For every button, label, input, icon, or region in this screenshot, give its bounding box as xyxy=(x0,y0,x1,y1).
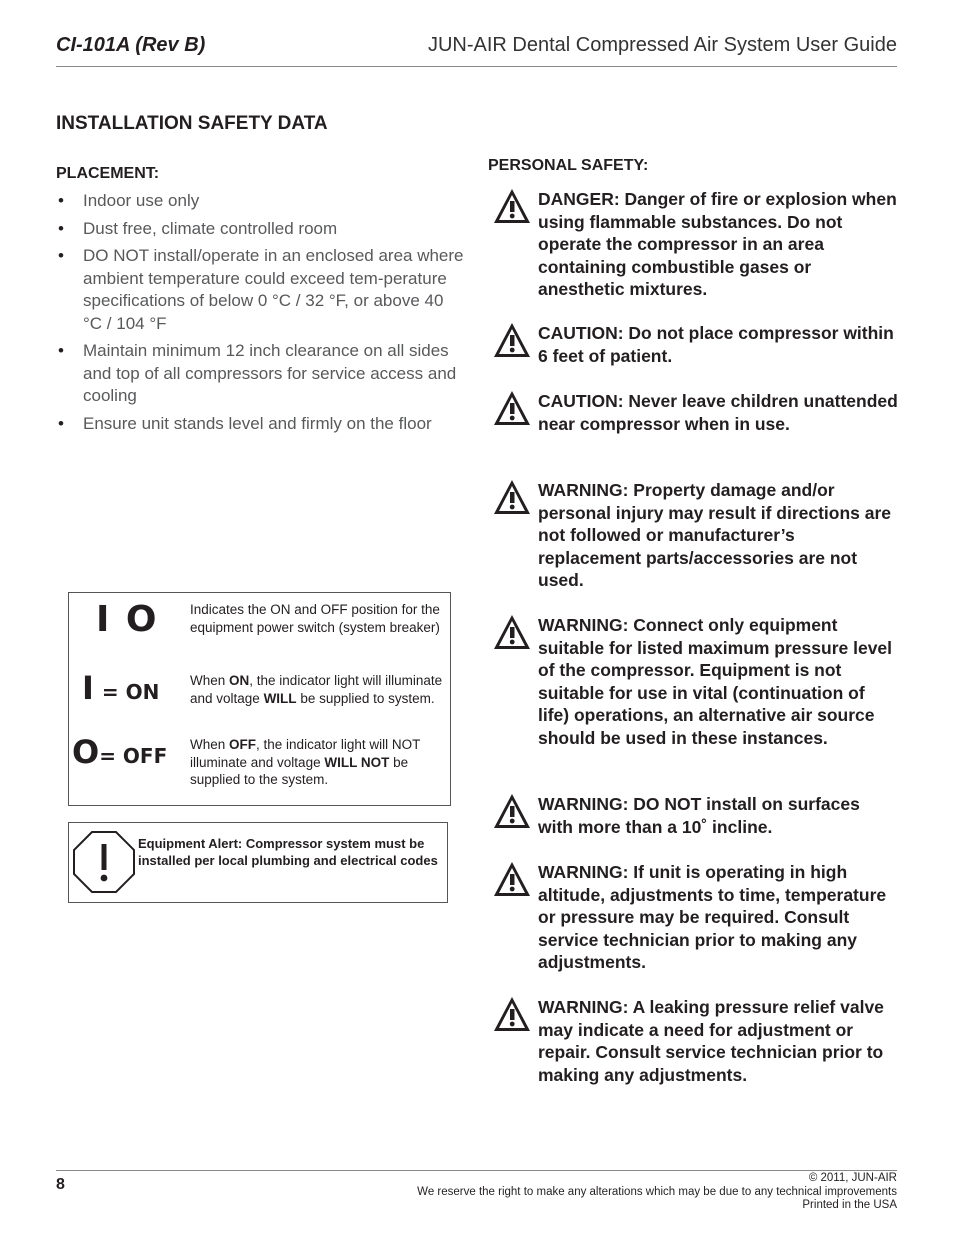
warning-triangle-icon xyxy=(493,996,531,1032)
equipment-alert-box xyxy=(68,822,448,903)
warning-triangle-icon xyxy=(493,861,531,897)
warning-triangle-icon xyxy=(493,188,531,224)
warning-triangle-icon xyxy=(493,614,531,650)
list-item: • Dust free, climate controlled room xyxy=(58,218,338,238)
page-number: 8 xyxy=(56,1176,65,1193)
personal-safety-heading: PERSONAL SAFETY: xyxy=(488,157,649,174)
list-item: • Ensure unit stands level and firmly on the floor xyxy=(58,413,432,433)
section-title: INSTALLATION SAFETY DATA xyxy=(56,113,328,134)
document-id: CI-101A (Rev B) xyxy=(56,34,206,56)
off-description: When OFF, the indicator light will NOT illuminate and voltage WILL NOT be supplied to the system. xyxy=(190,737,421,787)
placement-list xyxy=(56,190,466,440)
on-description: When ON, the indicator light will illuminate and voltage WILL be supplied to system. xyxy=(190,673,443,706)
list-item: • DO NOT install/operate in an enclosed area where ambient temperature could exceed tem-perature specifications of below 0 °C / 32 °F, or above 40 °C / 104 °F xyxy=(58,246,464,333)
footer-notice: © 2011, JUN-AIR We reserve the right to make any alterations which may be due to any technical improvements Printed in the USA xyxy=(417,1172,897,1211)
list-item: • Maintain minimum 12 inch clearance on all sides and top of all compressors for service access and cooling xyxy=(58,341,457,405)
list-item: • Indoor use only xyxy=(58,191,200,210)
warning-triangle-icon xyxy=(493,390,531,426)
equipment-alert-text: Equipment Alert: Compressor system must be installed per local plumbing and electrical codes xyxy=(138,836,438,868)
on-symbol: I = ON xyxy=(82,669,160,707)
on-off-symbol: I O xyxy=(96,599,159,640)
warning-triangle-icon xyxy=(493,479,531,515)
power-switch-description: Indicates the ON and OFF position for the equipment power switch (system breaker) xyxy=(190,602,440,635)
header-divider xyxy=(56,66,897,67)
document-title: JUN-AIR Dental Compressed Air System User Guide xyxy=(427,34,897,56)
footer-divider xyxy=(56,1170,897,1171)
power-symbol-box xyxy=(68,592,451,806)
off-symbol: O= OFF xyxy=(72,733,168,771)
placement-heading: PLACEMENT: xyxy=(56,165,160,182)
alert-octagon-icon xyxy=(72,830,136,894)
warning-triangle-icon xyxy=(493,322,531,358)
warning-triangle-icon xyxy=(493,793,531,829)
